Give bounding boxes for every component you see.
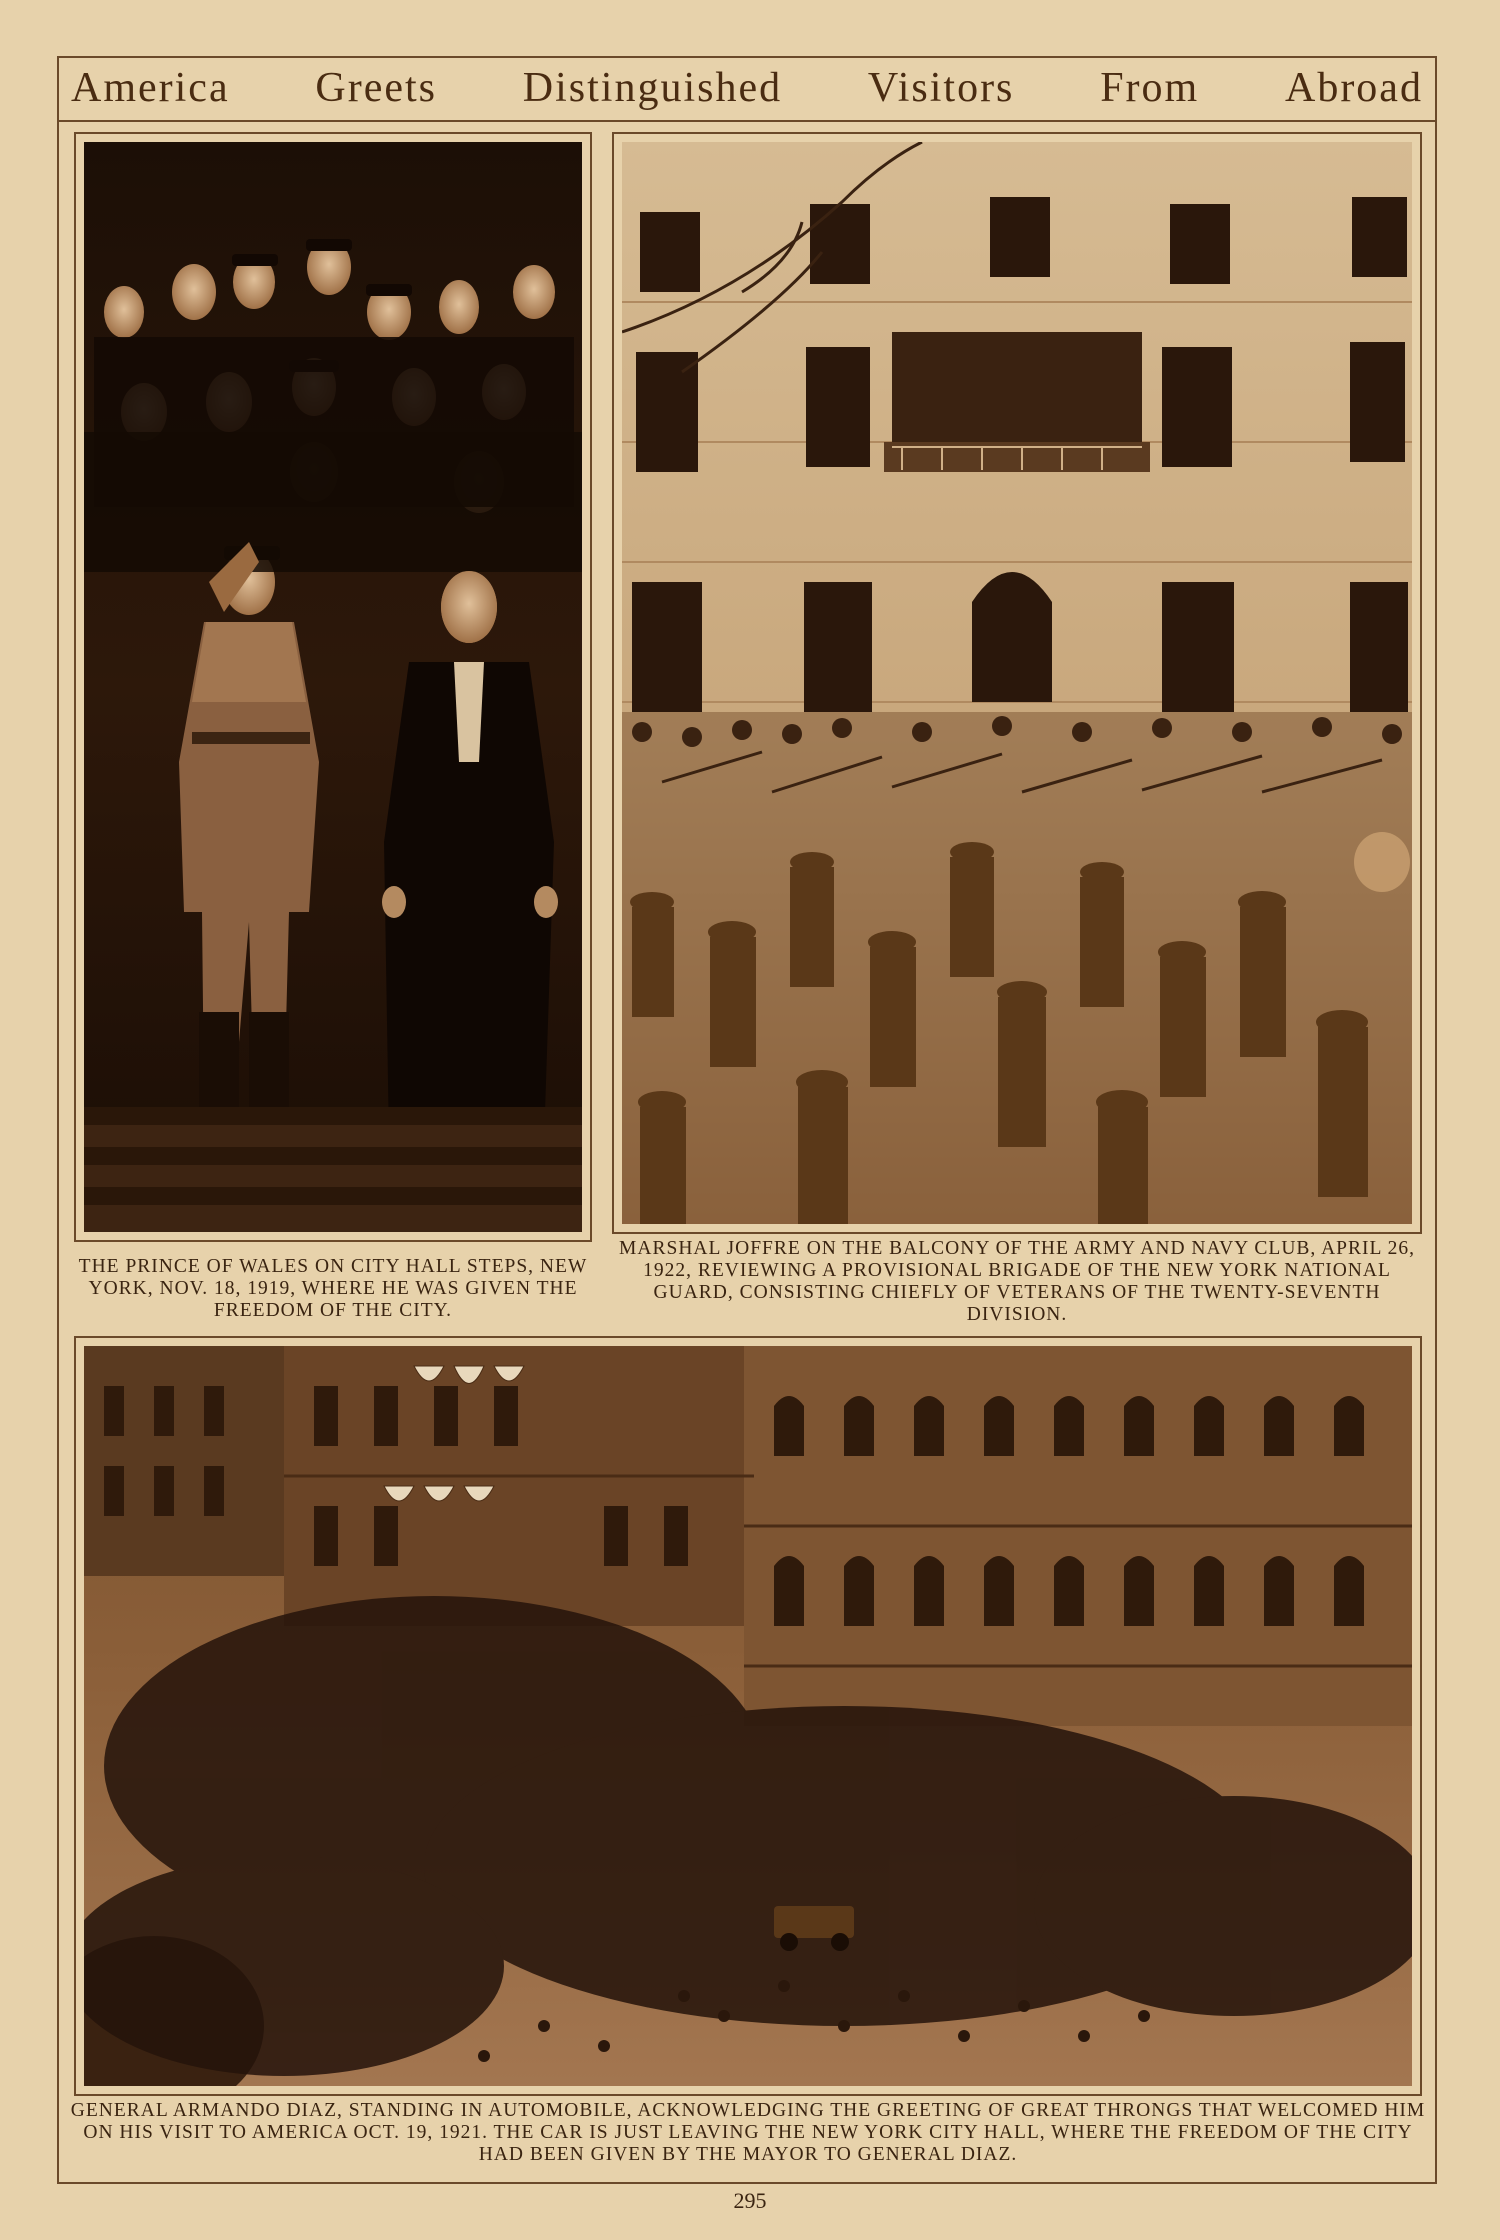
title-word: From [1100, 65, 1200, 111]
photo-prince-of-wales [74, 132, 592, 1242]
caption-joffre: MARSHAL JOFFRE ON THE BALCONY OF THE ARMY AND NAVY CLUB, APRIL 26, 1922, REVIEWING A PROVISIONAL BRIGADE OF THE NEW YORK NATIONAL GUARD, CONSISTING CHIEFLY OF VETERANS OF THE TWENTY-SEVENTH DIVISION. [619, 1238, 1415, 1325]
photo-joffre [612, 132, 1422, 1234]
photo-prince-of-wales-image [84, 142, 582, 1232]
photo-joffre-image [622, 142, 1412, 1224]
page-title [57, 56, 1437, 122]
photo-diaz [74, 1336, 1422, 2096]
photo-diaz-image [84, 1346, 1412, 2086]
caption-prince-of-wales: THE PRINCE OF WALES ON CITY HALL STEPS, NEW YORK, NOV. 18, 1919, WHERE HE WAS GIVEN THE FREEDOM OF THE CITY. [78, 1256, 588, 1321]
title-word: Abroad [1284, 65, 1423, 111]
caption-diaz: GENERAL ARMANDO DIAZ, STANDING IN AUTOMOBILE, ACKNOWLEDGING THE GREETING OF GREAT THRONGS THAT WELCOMED HIM ON HIS VISIT TO AMERICA OCT. 19, 1921. THE CAR IS JUST LEAVING THE NEW YORK CITY HALL, WHERE THE FREEDOM OF THE CITY HAD BEEN GIVEN BY THE MAYOR TO GENERAL DIAZ. [70, 2100, 1426, 2165]
title-word: Distinguished [522, 65, 783, 111]
title-word: America [71, 65, 230, 111]
title-word: Visitors [867, 65, 1015, 111]
page-number: 295 [733, 2188, 767, 2213]
title-word: Greets [315, 65, 437, 111]
